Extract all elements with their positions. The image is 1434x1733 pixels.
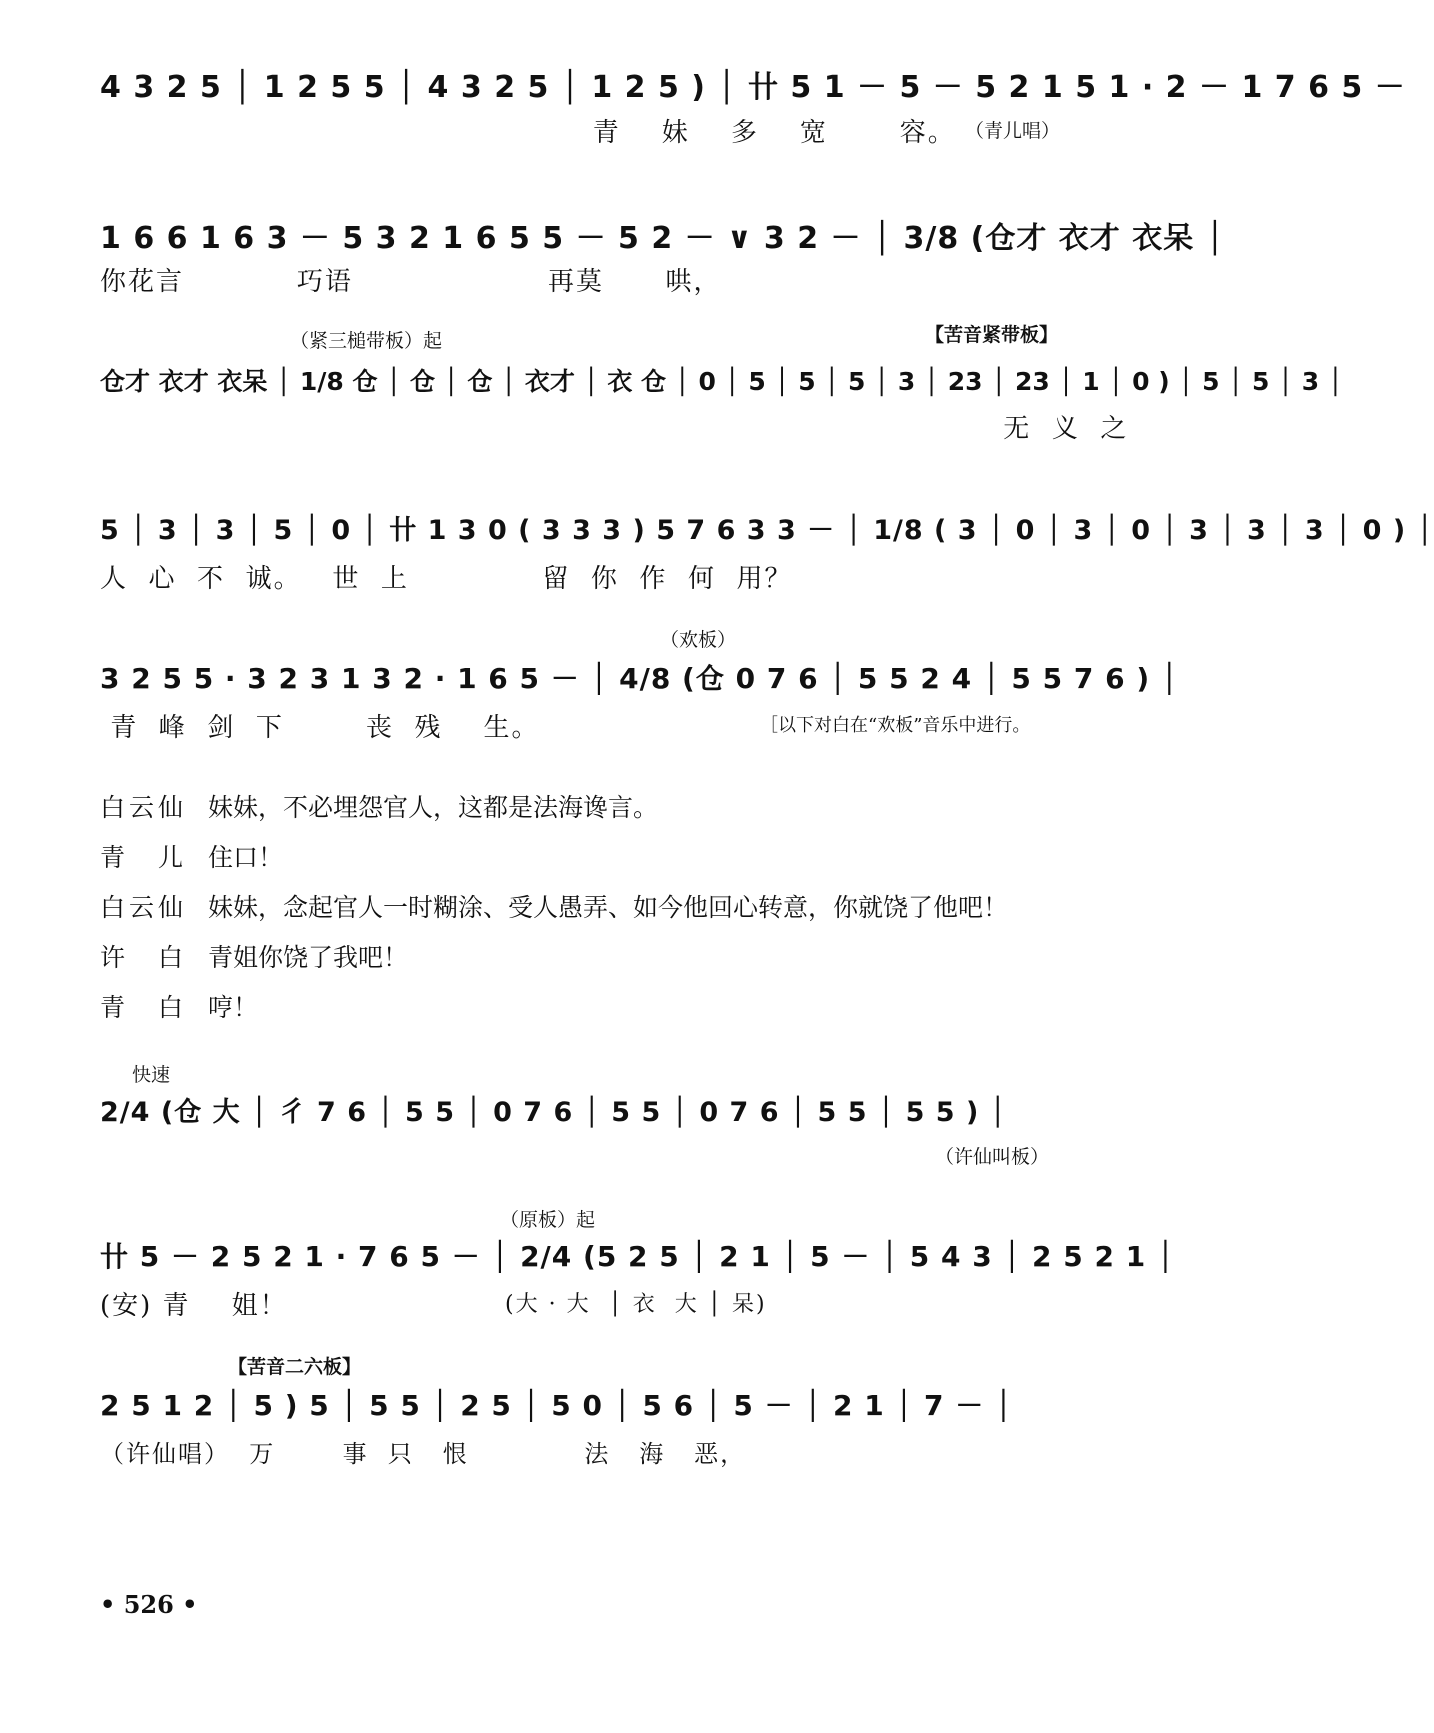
- notation-line: 3 2 5 5 · 3 2 3 1 3 2 · 1 6 5 － │ 4/8 (仓 0 7 6 │ 5 5 2 4 │ 5 5 7 6 ) │: [100, 662, 1179, 695]
- section-marker: 【苦音二六板】: [228, 1356, 362, 1378]
- lyric-line: 青 峰 剑 下 丧 残 生。: [100, 713, 540, 743]
- speaker-name: 白云仙: [100, 793, 188, 822]
- notation-line: 5 │ 3 │ 3 │ 5 │ 0 │ 卄 1 3 0 ( 3 3 3 ) 5 7 6 3 3 － │ 1/8 ( 3 │ 0 │ 3 │ 0 │ 3 │ 3 │ 3 │ 0 ) │: [100, 515, 1434, 546]
- dialogue-line: [100, 938, 408, 974]
- page-number: • 526 •: [100, 1590, 198, 1619]
- performer-note: （许仙叫板）: [935, 1146, 1050, 1168]
- lyric-line: 无 义 之: [100, 414, 1129, 444]
- notation-line: 卄 5 － 2 5 2 1 · 7 6 5 － │ 2/4 (5 2 5 │ 2 1 │ 5 － │ 5 4 3 │ 2 5 2 1 │: [100, 1240, 1175, 1273]
- dialogue-text: 哼！: [208, 993, 259, 1022]
- lyric-line: 人 心 不 诚。 世 上 留 你 作 何 用？: [100, 564, 793, 594]
- dialogue-line: [100, 888, 1008, 924]
- notation-line: 2/4 (仓 大 │ 彳 7 6 │ 5 5 │ 0 7 6 │ 5 5 │ 0 7 6 │ 5 5 │ 5 5 ) │: [100, 1097, 1007, 1128]
- speaker-name: 许 白: [100, 943, 188, 972]
- percussion-line: (大 · 大 │ 衣 大 │ 呆): [505, 1292, 767, 1317]
- speaker-name: 青 白: [100, 993, 188, 1022]
- stage-direction: ［以下对白在“欢板”音乐中进行。: [760, 715, 1031, 736]
- dialogue-line: [100, 838, 283, 874]
- performer-note: （青儿唱）: [965, 120, 1061, 142]
- tempo-marking: 快速: [132, 1064, 171, 1086]
- section-marker: 【苦音紧带板】: [925, 324, 1059, 346]
- notation-line: 4 3 2 5 │ 1 2 5 5 │ 4 3 2 5 │ 1 2 5 ) │ 卄 5 1 － 5 － 5 2 1 5 1 · 2 － 1 7 6 5 －: [100, 70, 1406, 105]
- notation-line: 1 6 6 1 6 3 － 5 3 2 1 6 5 5 － 5 2 － ∨ 3 2 － │ 3/8 (仓才 衣才 衣呆 │: [100, 221, 1225, 256]
- lyric-line: （许仙唱） 万 事 只 恨 法 海 恶，: [100, 1440, 747, 1468]
- notation-line: 2 5 1 2 │ 5 ) 5 │ 5 5 │ 2 5 │ 5 0 │ 5 6 │ 5 － │ 2 1 │ 7 － │: [100, 1389, 1013, 1422]
- notation-line: 仓才 衣才 衣呆 │ 1/8 仓 │ 仓 │ 仓 │ 衣才 │ 衣 仓 │ 0 │ 5 │ 5 │ 5 │ 3 │ 23 │ 23 │ 1 │ 0 ) │ 5 │ 5 │ 3 │: [100, 367, 1343, 396]
- dialogue-text: 妹妹，不必埋怨官人，这都是法海谗言。: [208, 793, 659, 822]
- section-marker: （欢板）: [660, 629, 737, 651]
- section-marker: （紧三槌带板）起: [290, 330, 443, 352]
- dialogue-line: [100, 788, 658, 824]
- speaker-name: 青 儿: [100, 843, 188, 872]
- lyric-line: 你花言 巧语 再莫 哄，: [100, 267, 722, 297]
- lyric-line: 青 妹 多 宽 容。: [100, 118, 956, 148]
- section-marker: （原板）起: [500, 1209, 596, 1231]
- dialogue-text: 住口！: [208, 843, 284, 872]
- lyric-line: (安) 青 姐！: [100, 1291, 288, 1321]
- dialogue-text: 妹妹，念起官人一时糊涂、受人愚弄、如今他回心转意，你就饶了他吧！: [208, 893, 1009, 922]
- speaker-name: 白云仙: [100, 893, 188, 922]
- dialogue-line: [100, 988, 258, 1024]
- dialogue-text: 青姐你饶了我吧！: [208, 943, 409, 972]
